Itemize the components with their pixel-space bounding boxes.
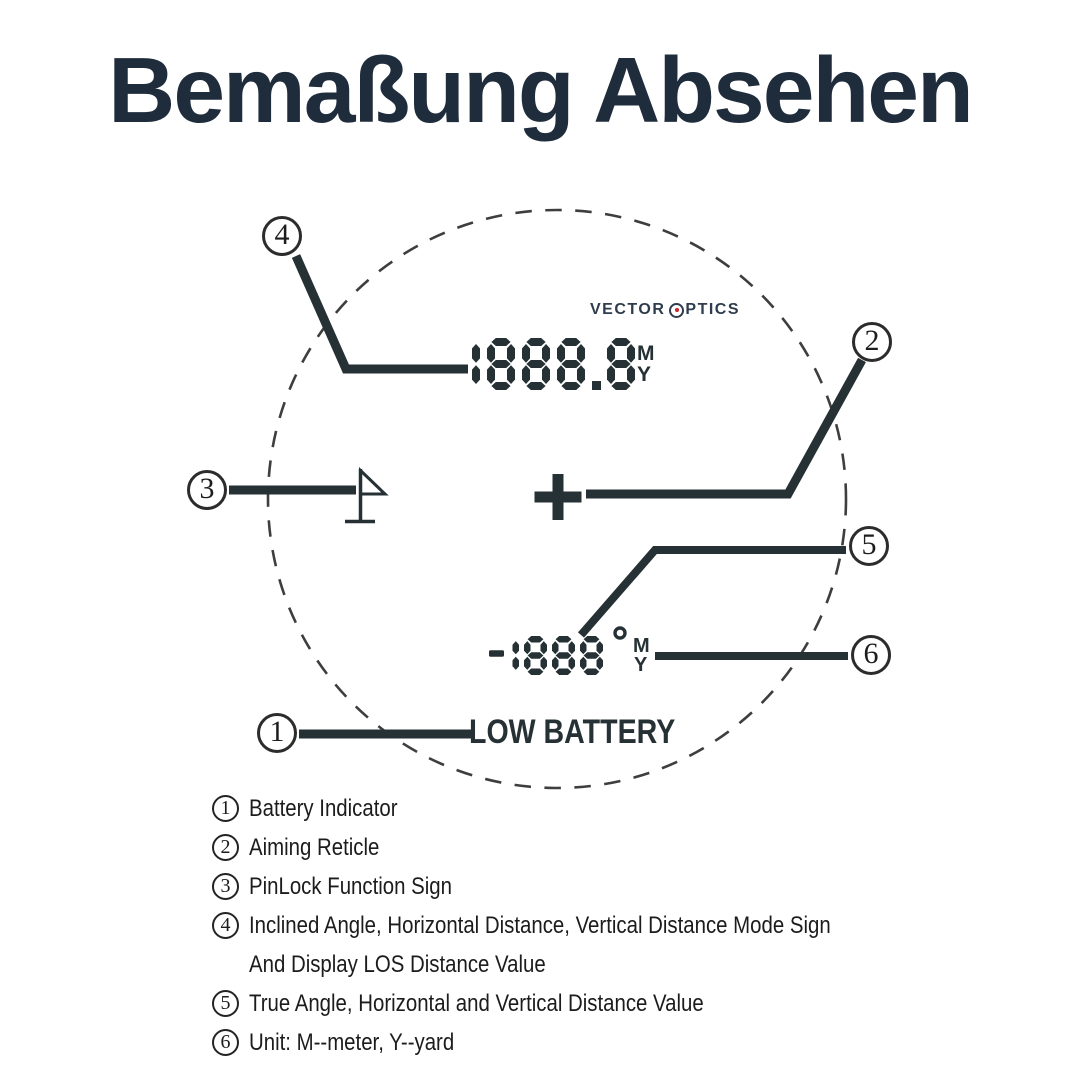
legend-item xyxy=(212,867,933,906)
page-title: Bemaßung Absehen xyxy=(108,38,972,142)
callout-number-5: 5 xyxy=(849,526,889,566)
legend-number-circle: 4 xyxy=(212,912,239,939)
legend-number-circle: 2 xyxy=(212,834,239,861)
legend-item xyxy=(212,984,933,1023)
legend-item-label: And Display LOS Distance Value xyxy=(249,950,546,978)
legend-item xyxy=(212,906,933,945)
low-battery-label: LOW BATTERY xyxy=(469,713,676,751)
logo-reticle-o-icon xyxy=(669,303,684,318)
legend-item xyxy=(212,1023,933,1062)
los-distance-lcd xyxy=(472,338,635,390)
lower-display-unit-meter: M xyxy=(633,635,650,657)
callout-line-4 xyxy=(296,256,468,369)
legend xyxy=(212,789,933,1062)
callout-number-4: 4 xyxy=(262,216,302,256)
low-battery-indicator xyxy=(469,713,715,752)
legend-item-label: Battery Indicator xyxy=(249,794,398,822)
legend-number-circle: 5 xyxy=(212,990,239,1017)
legend-item xyxy=(212,828,933,867)
callout-number-6: 6 xyxy=(851,635,891,675)
legend-item xyxy=(212,789,933,828)
callout-number-3: 3 xyxy=(187,470,227,510)
legend-item-label: True Angle, Horizontal and Vertical Distance Value xyxy=(249,989,704,1017)
lower-display-unit-yard: Y xyxy=(634,654,648,676)
degree-symbol xyxy=(615,628,625,638)
legend-item xyxy=(212,945,933,984)
callout-number-2: 2 xyxy=(852,322,892,362)
callout-number-1: 1 xyxy=(257,713,297,753)
upper-display-unit-yard: Y xyxy=(637,363,652,386)
logo-red-dot-icon xyxy=(675,308,679,312)
brand-logo-text-left: VECTOR xyxy=(590,301,666,318)
brand-logo-text-right: PTICS xyxy=(685,301,741,318)
legend-item-label: Unit: M--meter, Y--yard xyxy=(249,1028,455,1056)
legend-item-label: PinLock Function Sign xyxy=(249,872,452,900)
aiming-reticle-cross-icon xyxy=(535,474,582,520)
brand-logo xyxy=(590,301,740,319)
callout-line-5 xyxy=(581,550,846,635)
angle-distance-lcd xyxy=(489,636,603,675)
legend-number-circle: 3 xyxy=(212,873,239,900)
legend-item-label: Aiming Reticle xyxy=(249,833,380,861)
legend-number-circle: 6 xyxy=(212,1029,239,1056)
legend-number-circle: 1 xyxy=(212,795,239,822)
pinlock-flag-icon xyxy=(345,469,385,523)
legend-item-label: Inclined Angle, Horizontal Distance, Vertical Distance Mode Sign xyxy=(249,911,831,939)
upper-display-unit-meter: M xyxy=(637,342,655,365)
